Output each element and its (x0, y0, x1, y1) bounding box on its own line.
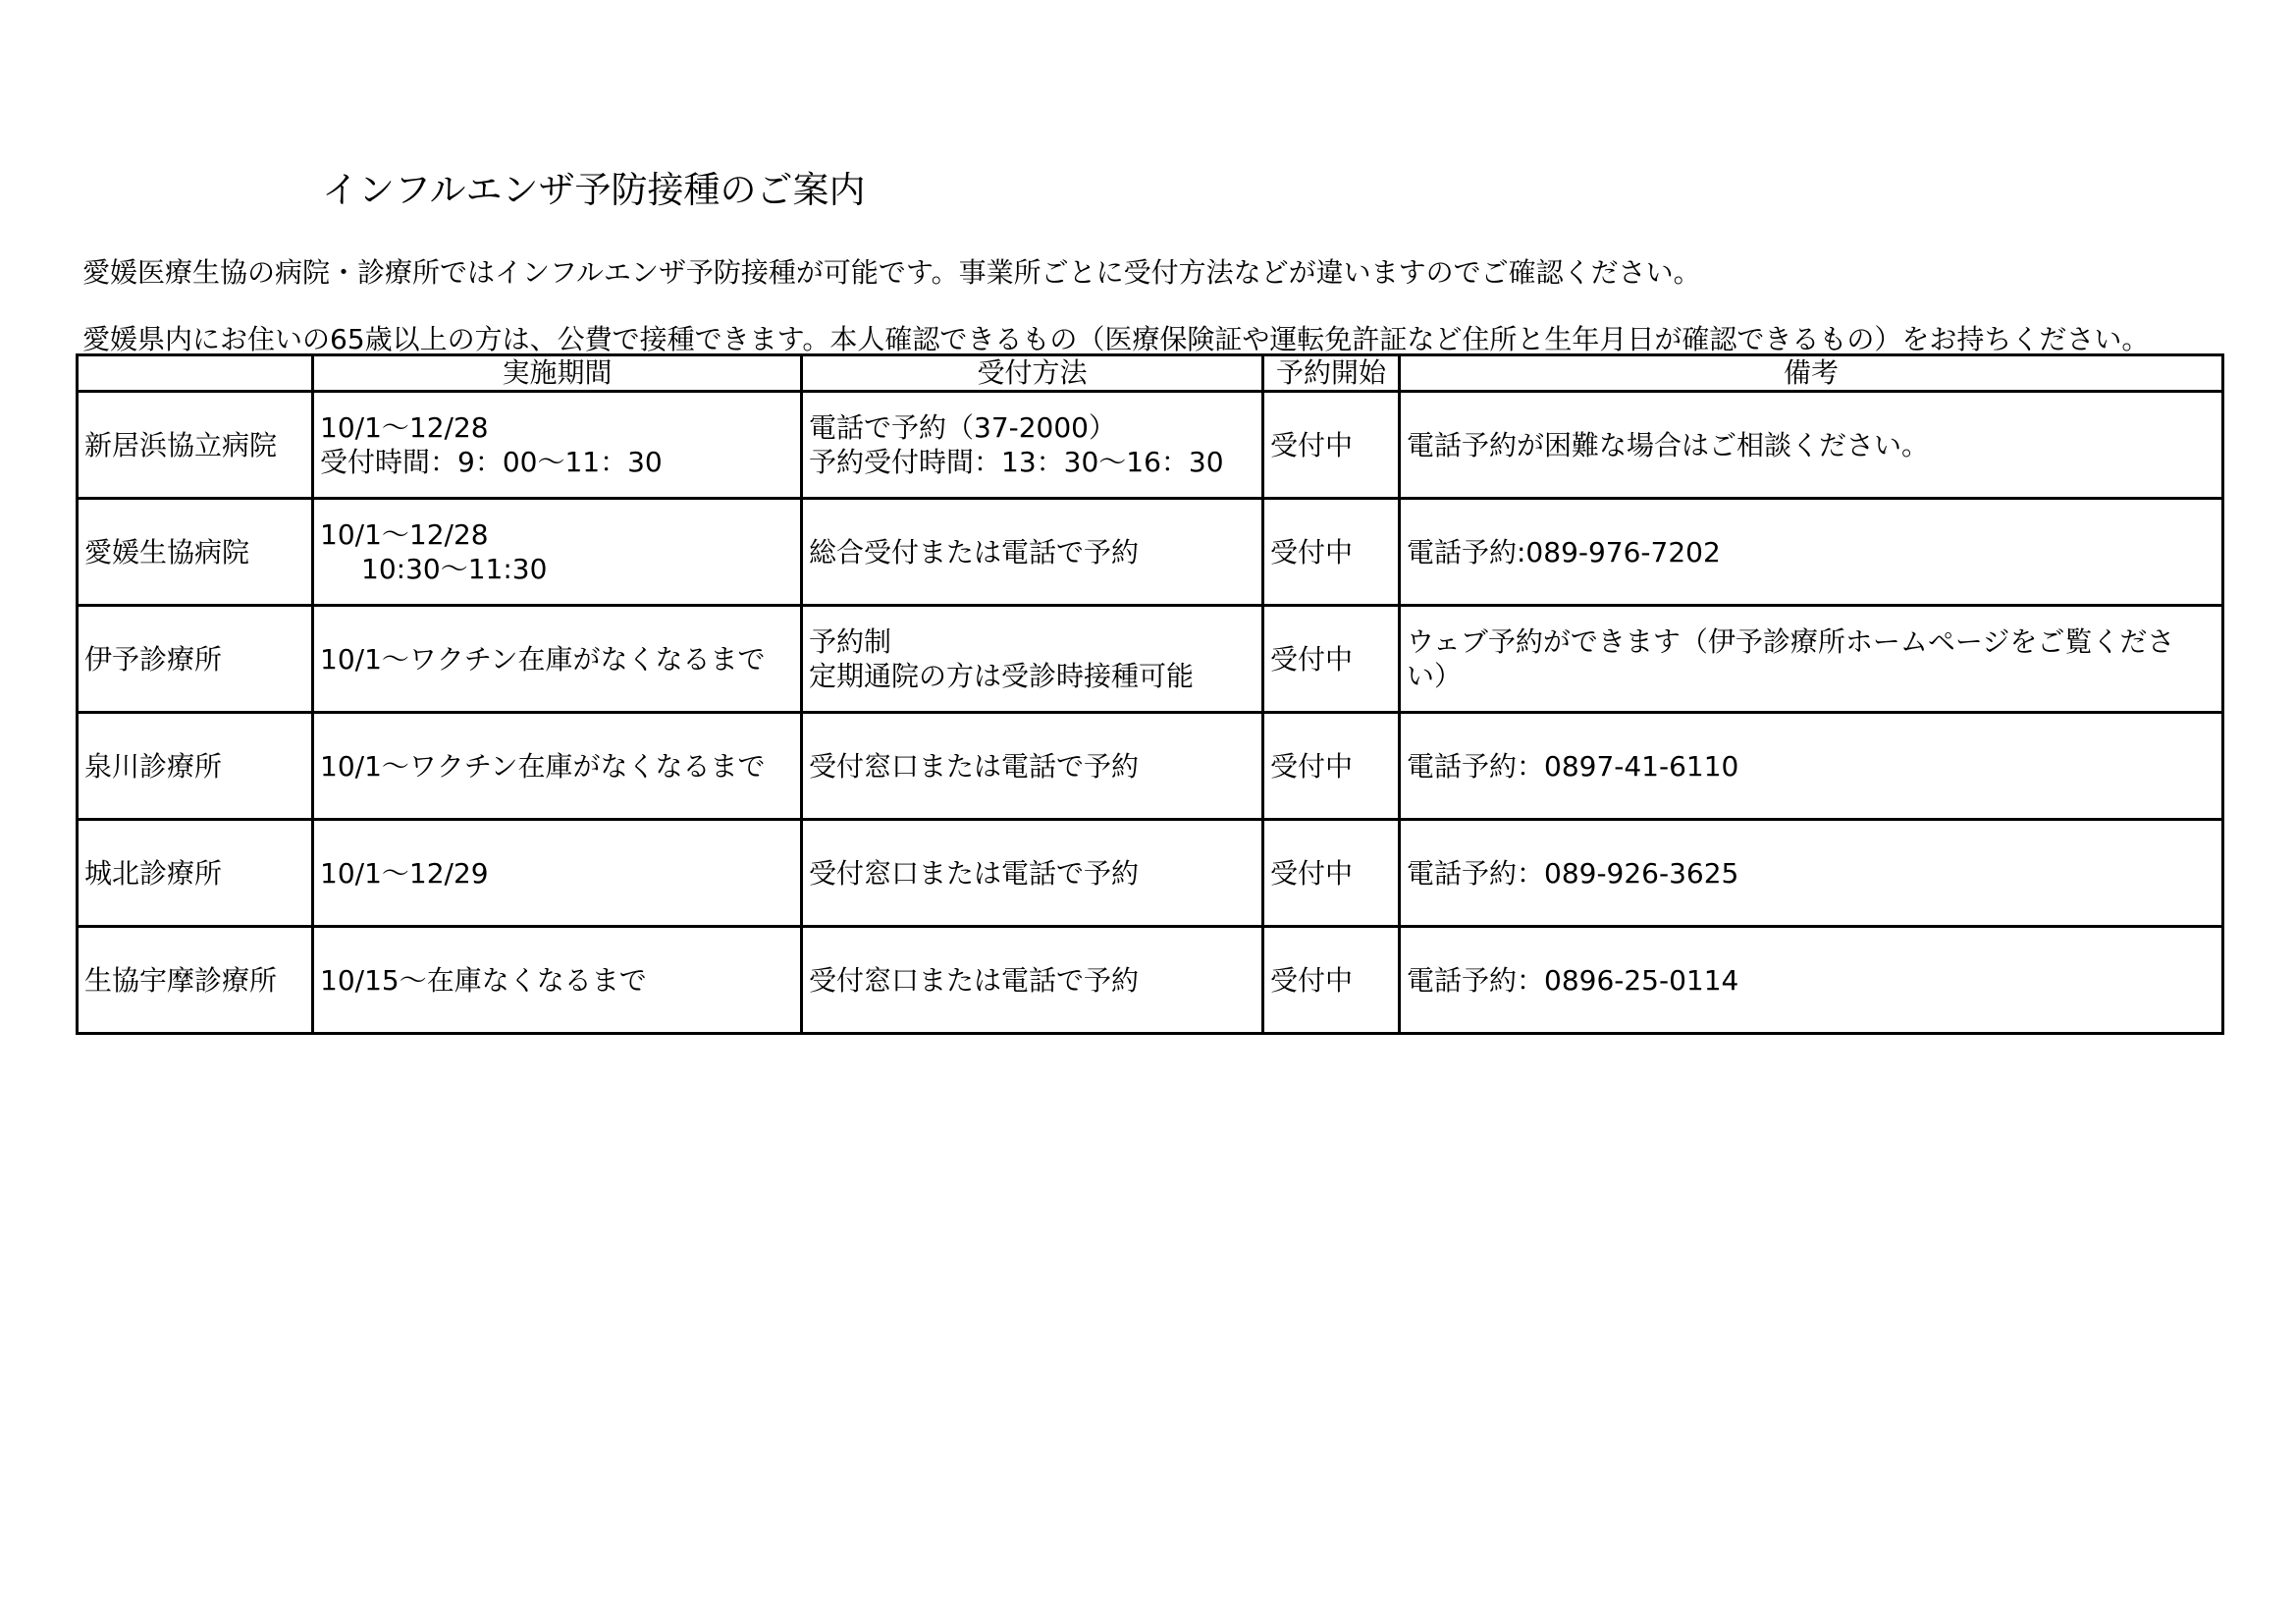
notes-cell: ウェブ予約ができます（伊予診療所ホームページをご覧ください） (1400, 606, 2223, 713)
table-row (78, 392, 2223, 499)
period-line: 10/1～12/28 (320, 518, 489, 551)
intro-paragraph: 愛媛医療生協の病院・診療所ではインフルエンザ予防接種が可能です。事業所ごとに受付方法などが違いますのでご確認ください。 (82, 256, 1701, 289)
method-cell (802, 392, 1263, 499)
notes-cell: 電話予約：089-926-3625 (1400, 820, 2223, 927)
method-line: 受付窓口または電話で予約 (809, 963, 1140, 997)
period-cell (313, 499, 802, 606)
vaccination-schedule-table (76, 353, 2224, 1035)
method-cell (802, 713, 1263, 820)
table-header-row (78, 355, 2223, 392)
facility-name: 生協宇摩診療所 (78, 927, 313, 1034)
header-facility (78, 355, 313, 392)
period-line: 10/1～ワクチン在庫がなくなるまで (320, 749, 766, 783)
facility-name: 泉川診療所 (78, 713, 313, 820)
reservation-status: 受付中 (1263, 499, 1400, 606)
table-row (78, 499, 2223, 606)
reservation-status: 受付中 (1263, 927, 1400, 1034)
notes-cell: 電話予約：0897-41-6110 (1400, 713, 2223, 820)
notes-cell: 電話予約：0896-25-0114 (1400, 927, 2223, 1034)
header-method: 受付方法 (802, 355, 1263, 392)
method-line: 電話で予約（37-2000） (809, 411, 1116, 444)
eligibility-paragraph: 愛媛県内にお住いの65歳以上の方は、公費で接種できます。本人確認できるもの（医療保険証や運転免許証など住所と生年月日が確認できるもの）をお持ちください。 (82, 323, 2150, 355)
method-line: 受付窓口または電話で予約 (809, 856, 1140, 890)
period-line: 10/15～在庫なくなるまで (320, 963, 647, 997)
table-row (78, 927, 2223, 1034)
reservation-status: 受付中 (1263, 392, 1400, 499)
period-line: 10/1～12/28 (320, 411, 489, 444)
method-cell (802, 499, 1263, 606)
method-line: 総合受付または電話で予約 (809, 535, 1140, 568)
header-notes: 備考 (1400, 355, 2223, 392)
facility-name: 新居浜協立病院 (78, 392, 313, 499)
method-cell (802, 606, 1263, 713)
reservation-status: 受付中 (1263, 713, 1400, 820)
method-line: 予約受付時間：13：30～16：30 (809, 446, 1224, 478)
table-row (78, 820, 2223, 927)
period-cell (313, 606, 802, 713)
period-line: 10/1～12/29 (320, 856, 489, 890)
reservation-status: 受付中 (1263, 606, 1400, 713)
facility-name: 伊予診療所 (78, 606, 313, 713)
notes-cell: 電話予約が困難な場合はご相談ください。 (1400, 392, 2223, 499)
header-period: 実施期間 (313, 355, 802, 392)
method-line: 定期通院の方は受診時接種可能 (809, 660, 1195, 692)
method-cell (802, 820, 1263, 927)
facility-name: 城北診療所 (78, 820, 313, 927)
method-line: 予約制 (809, 625, 892, 658)
period-cell (313, 713, 802, 820)
period-cell (313, 820, 802, 927)
period-cell (313, 927, 802, 1034)
reservation-status: 受付中 (1263, 820, 1400, 927)
notes-cell: 電話予約:089-976-7202 (1400, 499, 2223, 606)
period-cell (313, 392, 802, 499)
method-cell (802, 927, 1263, 1034)
period-line: 受付時間：9：00～11：30 (320, 446, 663, 478)
page-title: インフルエンザ予防接種のご案内 (322, 169, 866, 211)
method-line: 受付窓口または電話で予約 (809, 749, 1140, 783)
period-line: 10:30～11:30 (361, 553, 548, 585)
header-reservation-start: 予約開始 (1263, 355, 1400, 392)
table-row (78, 713, 2223, 820)
table-row (78, 606, 2223, 713)
facility-name: 愛媛生協病院 (78, 499, 313, 606)
period-line: 10/1～ワクチン在庫がなくなるまで (320, 642, 766, 676)
